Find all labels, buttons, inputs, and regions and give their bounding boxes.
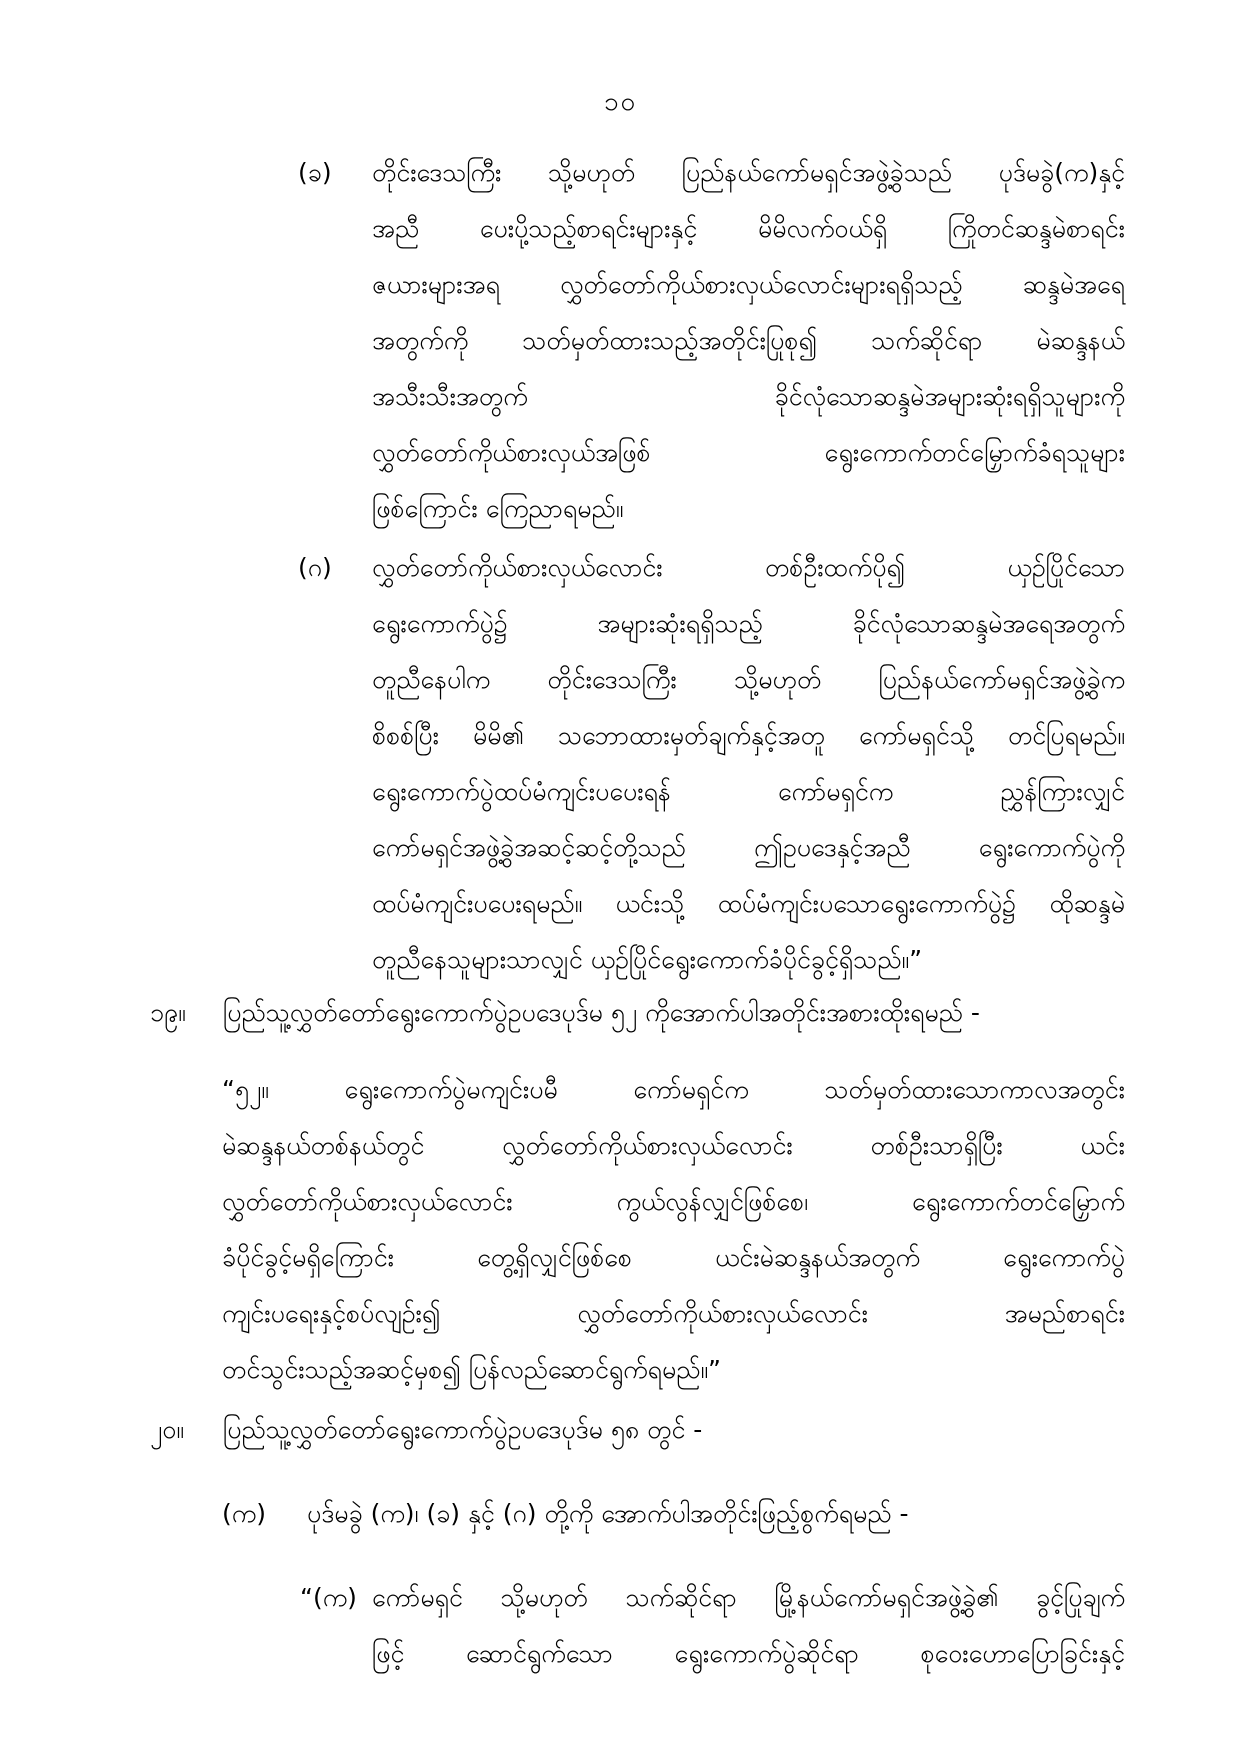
paragraph-label-kha: (ခ) bbox=[298, 158, 332, 187]
text-line: ဖြင့် ဆောင်ရွက်သော ရွေးကောက်ပွဲဆိုင်ရာ စုဝေးဟောပြောခြင်းနှင့် bbox=[372, 1639, 1125, 1668]
text-line: တိုင်းဒေသကြီး သို့မဟုတ် ပြည်နယ်ကော်မရှင်အဖွဲ့ခွဲသည် ပုဒ်မခွဲ(က)နှင့် bbox=[372, 158, 1125, 187]
text-line: မဲဆန္ဒနယ်တစ်နယ်တွင် လွှတ်တော်ကိုယ်စားလှယ်လောင်း တစ်ဦးသာရှိပြီး ယင်း bbox=[222, 1131, 1125, 1160]
text-line: ကော်မရှင်အဖွဲ့ခွဲအဆင့်ဆင့်တို့သည် ဤဥပဒေနှင့်အညီ ရွေးကောက်ပွဲကို bbox=[372, 833, 1125, 862]
text-line: စိစစ်ပြီး မိမိ၏ သဘောထားမှတ်ချက်နှင့်အတူ ကော်မရှင်သို့ တင်ပြရမည်။ bbox=[372, 721, 1125, 750]
text-line: ရွေးကောက်ပွဲ၌ အများဆုံးရရှိသည့် ခိုင်လုံသောဆန္ဒမဲအရေအတွက် bbox=[372, 609, 1125, 638]
text-line: အတွက်ကို သတ်မှတ်ထားသည့်အတိုင်းပြုစု၍ သက်ဆိုင်ရာ မဲဆန္ဒနယ် bbox=[372, 326, 1125, 355]
text-line: တင်သွင်းသည့်အဆင့်မှစ၍ ပြန်လည်ဆောင်ရွက်ရမည်။” bbox=[222, 1355, 721, 1384]
text-line: အသီးသီးအတွက် ခိုင်လုံသောဆန္ဒမဲအများဆုံးရရှိသူများကို bbox=[372, 382, 1125, 411]
paragraph-ga bbox=[372, 540, 1125, 988]
quoted-paragraph-ka bbox=[372, 1570, 1125, 1682]
text-line: အညီ ပေးပို့သည့်စာရင်းများနှင့် မိမိလက်ဝယ်ရှိ ကြိုတင်ဆန္ဒမဲစာရင်း bbox=[372, 214, 1125, 243]
text-line: ကျင်းပရေးနှင့်စပ်လျဉ်း၍ လွှတ်တော်ကိုယ်စားလှယ်လောင်း အမည်စာရင်း bbox=[222, 1299, 1125, 1328]
paragraph-label-ga: (ဂ) bbox=[298, 553, 332, 582]
text-line: ကော်မရှင် သို့မဟုတ် သက်ဆိုင်ရာ မြို့နယ်ကော်မရှင်အဖွဲ့ခွဲ၏ ခွင့်ပြုချက် bbox=[372, 1583, 1125, 1612]
text-line: ထပ်မံကျင်းပပေးရမည်။ ယင်းသို့ ထပ်မံကျင်းပသောရွေးကောက်ပွဲ၌ ထိုဆန္ဒမဲ bbox=[372, 889, 1125, 918]
text-line: “၅၂။ ရွေးကောက်ပွဲမကျင်းပမီ ကော်မရှင်က သတ်မှတ်ထားသောကာလအတွင်း bbox=[222, 1075, 1125, 1104]
subsection-ka-text: ပုဒ်မခွဲ (က)၊ (ခ) နှင့် (ဂ) တို့ကို အောက်ပါအတိုင်းဖြည့်စွက်ရမည် - bbox=[307, 1499, 909, 1528]
quoted-section-52 bbox=[222, 1062, 1125, 1398]
section-number-19: ၁၉။ bbox=[150, 998, 186, 1027]
text-line: ဖြစ်ကြောင်း ကြေညာရမည်။ bbox=[372, 494, 624, 523]
text-line: လွှတ်တော်ကိုယ်စားလှယ်လောင်း တစ်ဦးထက်ပို၍ ယှဉ်ပြိုင်သော bbox=[372, 553, 1125, 582]
text-line: လွှတ်တော်ကိုယ်စားလှယ်လောင်း ကွယ်လွန်လျှင်ဖြစ်စေ၊ ရွေးကောက်တင်မြှောက် bbox=[222, 1187, 1125, 1216]
subsection-label-ka: (က) bbox=[222, 1499, 266, 1528]
page-number: ၁၀ bbox=[603, 87, 638, 117]
section-20-text: ပြည်သူ့လွှတ်တော်ရွေးကောက်ပွဲဥပဒေပုဒ်မ ၅၈ တွင် - bbox=[223, 1415, 703, 1444]
text-line: ခံပိုင်ခွင့်မရှိကြောင်း တွေ့ရှိလျှင်ဖြစ်စေ ယင်းမဲဆန္ဒနယ်အတွက် ရွေးကောက်ပွဲ bbox=[222, 1243, 1125, 1272]
text-line: ရွေးကောက်ပွဲထပ်မံကျင်းပပေးရန် ကော်မရှင်က ညွှန်ကြားလျှင် bbox=[372, 777, 1125, 806]
quoted-label-ka: “(က) bbox=[300, 1583, 357, 1612]
section-19-text: ပြည်သူ့လွှတ်တော်ရွေးကောက်ပွဲဥပဒေပုဒ်မ ၅၂ ကိုအောက်ပါအတိုင်းအစားထိုးရမည် - bbox=[223, 998, 980, 1027]
text-line: တူညီနေသူများသာလျှင် ယှဉ်ပြိုင်ရွေးကောက်ခံပိုင်ခွင့်ရှိသည်။” bbox=[372, 945, 923, 974]
text-line: လွှတ်တော်ကိုယ်စားလှယ်အဖြစ် ရွေးကောက်တင်မြှောက်ခံရသူများ bbox=[372, 438, 1125, 467]
section-number-20: ၂၀။ bbox=[150, 1415, 184, 1444]
text-line: ဇယားများအရ လွှတ်တော်ကိုယ်စားလှယ်လောင်းများရရှိသည့် ဆန္ဒမဲအရေ bbox=[372, 270, 1125, 299]
paragraph-kha bbox=[372, 145, 1125, 537]
text-line: တူညီနေပါက တိုင်းဒေသကြီး သို့မဟုတ် ပြည်နယ်ကော်မရှင်အဖွဲ့ခွဲက bbox=[372, 665, 1125, 694]
